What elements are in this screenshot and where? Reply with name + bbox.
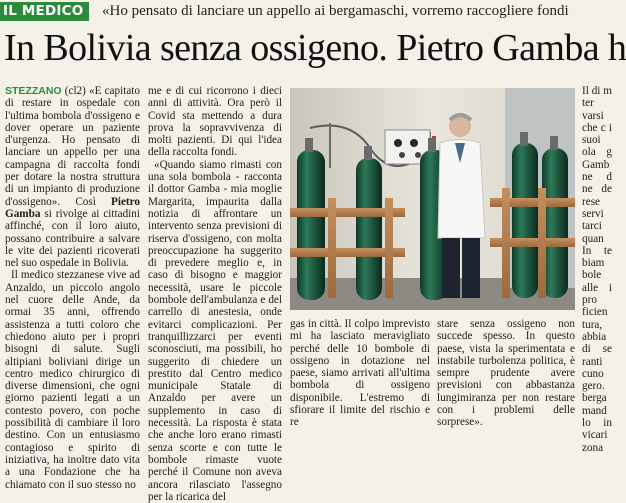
article-column-3 [290,318,430,429]
paragraph: Il di m ter varsi che c i suoi ola g Gamb ne d ne de rese servi tarci quan In te biam bole alle i pro ficien tura, abbia di se ranti cuno gero. berga mand lo in vicari zona [582,85,612,454]
paragraph: stare senza ossigeno non succede spesso. In questo paese, vista la sperimentata e instabile turbolenza politica, è sempre prudente avere previsioni con abbastanza lungimiranza per non restare con i problemi delle sorprese». [437,318,575,429]
article-column-5-cropped [582,85,612,454]
photo-illustration [290,88,575,310]
article-column-4 [437,318,575,429]
paragraph: gas in città. Il colpo imprevisto mi ha lasciato meravigliato perché delle 10 bombole di ossigeno in dotazione nel paese, siamo arrivati all'ultima bombola di ossigeno disponibile. L'estremo di sfiorare il limite del rischio e re [290,318,430,429]
paragraph: «Quando siamo rimasti con una sola bombola - racconta il dottor Gamba - mia moglie Margarita, impaurita dalla notizia di affrontare un intervento senza previsioni di riserva d'ossigeno, con molta preoccupazione ha suggerito di prevedere meglio e, in caso di bisogno e maggior necessità, usare le piccole bombole dell'ambulanza e del carrello di anestesia, onde evitarci complicazioni. Per tranquillizzarci per eventi sconosciuti, ma possibili, ho suggerito di chiedere un prestito dal Centro medico municipale Statale di Anzaldo per avere un supplemento in caso di necessità. La risposta è stata che anche loro erano rimasti senza scorte e con tutte le bombole rimaste vuote perché il Comune non aveva ancora rilasciato l'assegno per la ricarica del [148,158,282,503]
dateline: STEZZANO [5,85,62,97]
person-name: Pietro Gamba [5,195,140,220]
article-photo [290,88,575,310]
paragraph: Il medico stezzanese vive ad Anzaldo, un piccolo angolo nel cuore delle Ande, da ormai 35 anni, offrendo assistenza a tutti coloro che chiedono aiuto per i propri bisogni di salute. Sugli altipiani boliviani dirige un centro medico chirurgico di diverse dimensioni, che ogni giorno pazienti legati a un contesto povero, con poche possibilità di cambiare il loro destino. Con un entusiasmo contagioso e spirito di iniziativa, ha inoltre dato vita a una Fondazione che ha chiamato con il suo stesso no [5,269,140,491]
text-run: (cl2) «E capitato di restare in ospedale con l'ultima bombola d'ossigeno e dover operare un paziente d'urgenza. Ho pensato di lanciare un appello per una campagna di raccolta fondi per dotare la nostra struttura di un impianto di produzione d'ossigeno». Così [5,85,140,208]
headline: In Bolivia senza ossigeno. Pietro Gamba h [4,27,626,69]
kicker-quote: «Ho pensato di lanciare un appello ai bergamaschi, vorremo raccogliere fondi [102,3,569,19]
article-column-1 [5,85,140,491]
section-kicker: IL MEDICO [0,2,89,21]
article-column-2 [148,85,282,503]
kicker-bar [0,0,600,22]
text-run: si rivolge ai cittadini affinché, con il loro aiuto, possano contribuire a salvare le vite dei pazienti ricoverati nel suo ospedale in Bolivia. [5,207,140,270]
paragraph [5,85,140,269]
paragraph: me e di cui ricorrono i dieci anni di attività. Ora però il Covid sta mettendo a dura prova la sopravvivenza di molti pazienti. Di qui l'idea della raccolta fondi. [148,85,282,159]
